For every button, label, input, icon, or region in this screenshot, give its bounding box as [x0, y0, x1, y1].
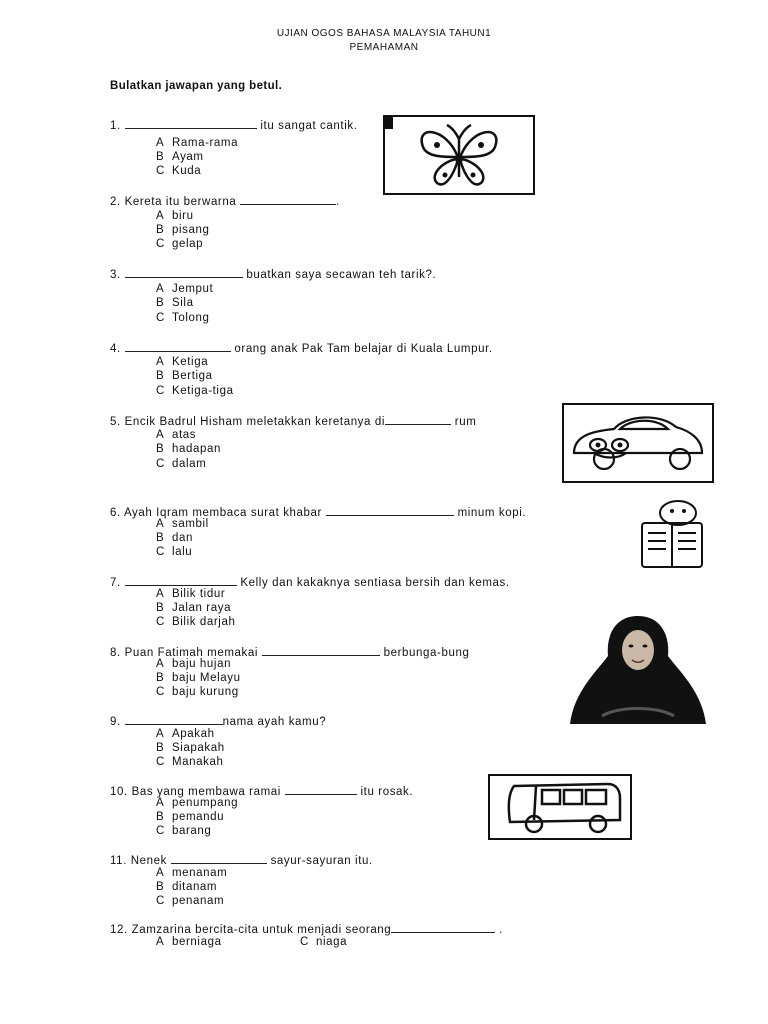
bus-picture: [488, 774, 632, 840]
option-2c[interactable]: C gelap: [156, 238, 204, 250]
question-11: 11. Nenek sayur-sayuran itu.: [110, 855, 373, 867]
option-3c[interactable]: C Tolong: [156, 312, 210, 324]
option-5b[interactable]: B hadapan: [156, 443, 221, 455]
option-10a[interactable]: A penumpang: [156, 797, 239, 809]
question-6: 6. Ayah Iqram membaca surat khabar minum kopi.: [110, 507, 527, 519]
option-1a[interactable]: A Rama-rama: [156, 137, 239, 149]
option-10b[interactable]: B pemandu: [156, 811, 225, 823]
option-2b[interactable]: B pisang: [156, 224, 210, 236]
option-6a[interactable]: A sambil: [156, 518, 209, 530]
option-11b[interactable]: B ditanam: [156, 881, 218, 893]
car-picture: [562, 403, 714, 483]
option-5a[interactable]: A atas: [156, 429, 197, 441]
worksheet-subtitle: PEMAHAMAN: [349, 42, 419, 53]
option-9a[interactable]: A Apakah: [156, 728, 215, 740]
option-8c[interactable]: C baju kurung: [156, 686, 239, 698]
option-1b[interactable]: B Ayam: [156, 151, 204, 163]
newspaper-icon: [636, 497, 710, 571]
option-6b[interactable]: B dan: [156, 532, 193, 544]
option-2a[interactable]: A biru: [156, 210, 194, 222]
option-12c[interactable]: C niaga: [300, 936, 348, 948]
bus-icon: [490, 776, 630, 838]
option-8a[interactable]: A baju hujan: [156, 658, 232, 670]
option-4c[interactable]: C Ketiga-tiga: [156, 385, 234, 397]
butterfly-icon: [385, 117, 533, 193]
question-4: 4. orang anak Pak Tam belajar di Kuala Lumpur.: [110, 343, 493, 355]
question-7: 7. Kelly dan kakaknya sentiasa bersih dan kemas.: [110, 577, 510, 589]
butterfly-picture: [383, 115, 535, 195]
question-10: 10. Bas yang membawa ramai itu rosak.: [110, 786, 414, 798]
woman-picture: [566, 612, 710, 726]
option-7c[interactable]: C Bilik darjah: [156, 616, 236, 628]
question-9: 9. nama ayah kamu?: [110, 716, 327, 728]
option-3a[interactable]: A Jemput: [156, 283, 214, 295]
option-7b[interactable]: B Jalan raya: [156, 602, 232, 614]
option-9c[interactable]: C Manakah: [156, 756, 224, 768]
option-4a[interactable]: A Ketiga: [156, 356, 209, 368]
option-5c[interactable]: C dalam: [156, 458, 207, 470]
car-icon: [564, 405, 712, 481]
question-5: 5. Encik Badrul Hisham meletakkan keretanya di rum: [110, 416, 477, 428]
option-1c[interactable]: C Kuda: [156, 165, 202, 177]
newspaper-picture: [636, 497, 710, 571]
option-11c[interactable]: C penanam: [156, 895, 225, 907]
option-7a[interactable]: A Bilik tidur: [156, 588, 226, 600]
question-12: 12. Zamzarina bercita-cita untuk menjadi seorang .: [110, 924, 503, 936]
option-11a[interactable]: A menanam: [156, 867, 228, 879]
option-12a[interactable]: A berniaga: [156, 936, 222, 948]
option-8b[interactable]: B baju Melayu: [156, 672, 241, 684]
hijab-woman-icon: [566, 612, 710, 726]
question-1: 1. itu sangat cantik.: [110, 120, 358, 132]
question-8: 8. Puan Fatimah memakai berbunga-bung: [110, 647, 470, 659]
instruction: Bulatkan jawapan yang betul.: [110, 80, 283, 92]
option-3b[interactable]: B Sila: [156, 297, 194, 309]
option-9b[interactable]: B Siapakah: [156, 742, 225, 754]
option-4b[interactable]: B Bertiga: [156, 370, 213, 382]
option-6c[interactable]: C lalu: [156, 546, 193, 558]
question-3: 3. buatkan saya secawan teh tarik?.: [110, 269, 437, 281]
option-10c[interactable]: C barang: [156, 825, 212, 837]
question-2: 2. Kereta itu berwarna .: [110, 196, 340, 208]
worksheet-title: UJIAN OGOS BAHASA MALAYSIA TAHUN1: [276, 28, 492, 39]
